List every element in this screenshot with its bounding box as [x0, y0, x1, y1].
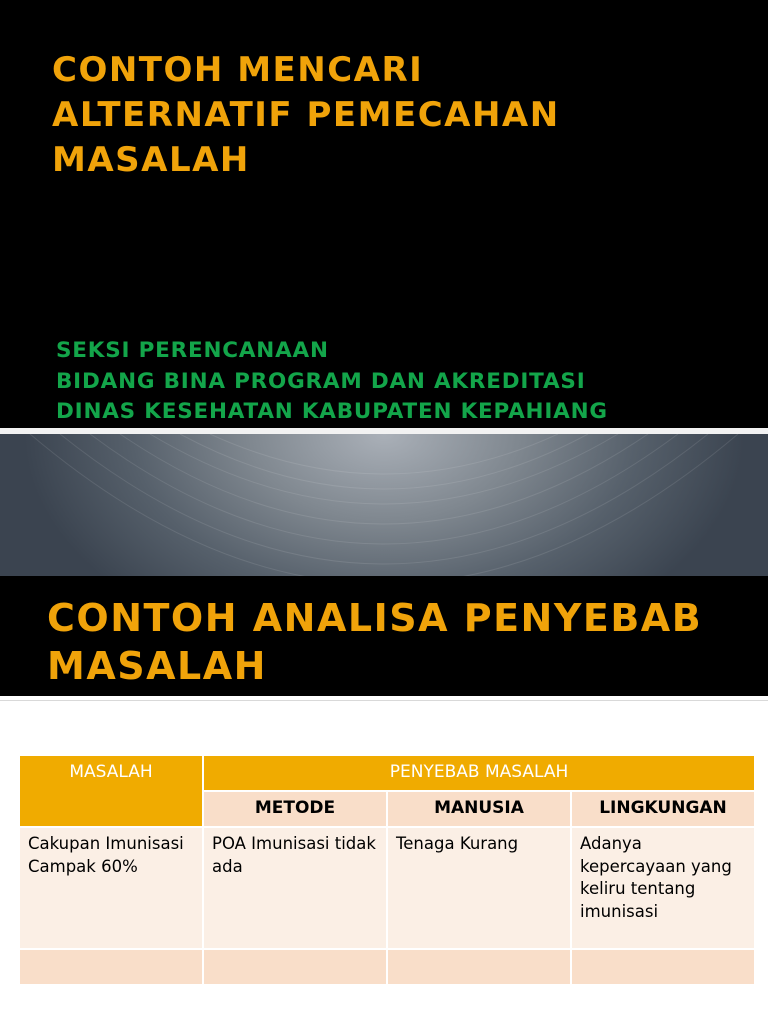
subtitle-line-2: BIDANG BINA PROGRAM DAN AKREDITASI [56, 368, 586, 394]
empty-cell [571, 949, 755, 985]
decorative-gradient-band [0, 434, 768, 576]
slide-1-subtitle [56, 336, 608, 428]
slide-2-title-line-2: MASALAH [47, 644, 267, 688]
subheader-metode: METODE [203, 791, 387, 827]
title-line-1: CONTOH MENCARI [52, 50, 424, 90]
cause-analysis-table [18, 754, 756, 986]
slide-2-title-line-1: CONTOH ANALISA PENYEBAB [47, 596, 703, 640]
empty-cell [203, 949, 387, 985]
subtitle-line-1: SEKSI PERENCANAAN [56, 338, 329, 363]
empty-cell [387, 949, 571, 985]
slide-1-title [52, 48, 742, 183]
subheader-manusia: MANUSIA [387, 791, 571, 827]
divider-line [0, 700, 768, 701]
subtitle-line-3: DINAS KESEHATAN KABUPATEN KEPAHIANG [56, 399, 608, 424]
subheader-lingkungan: LINGKUNGAN [571, 791, 755, 827]
cell-metode: POA Imunisasi tidak ada [203, 827, 387, 949]
cell-masalah: Cakupan Imunisasi Campak 60% [19, 827, 203, 949]
title-line-3: MASALAH [52, 140, 250, 180]
empty-cell [19, 949, 203, 985]
cell-manusia: Tenaga Kurang [387, 827, 571, 949]
slide-2-title [47, 594, 702, 690]
slide-2-header [0, 576, 768, 696]
header-penyebab-masalah: PENYEBAB MASALAH [203, 755, 755, 791]
decorative-arcs [0, 434, 768, 576]
cell-lingkungan: Adanya kepercayaan yang keliru tentang imunisasi [571, 827, 755, 949]
slide-1 [0, 0, 768, 428]
header-masalah: MASALAH [19, 755, 203, 827]
title-line-2: ALTERNATIF PEMECAHAN [52, 95, 560, 135]
